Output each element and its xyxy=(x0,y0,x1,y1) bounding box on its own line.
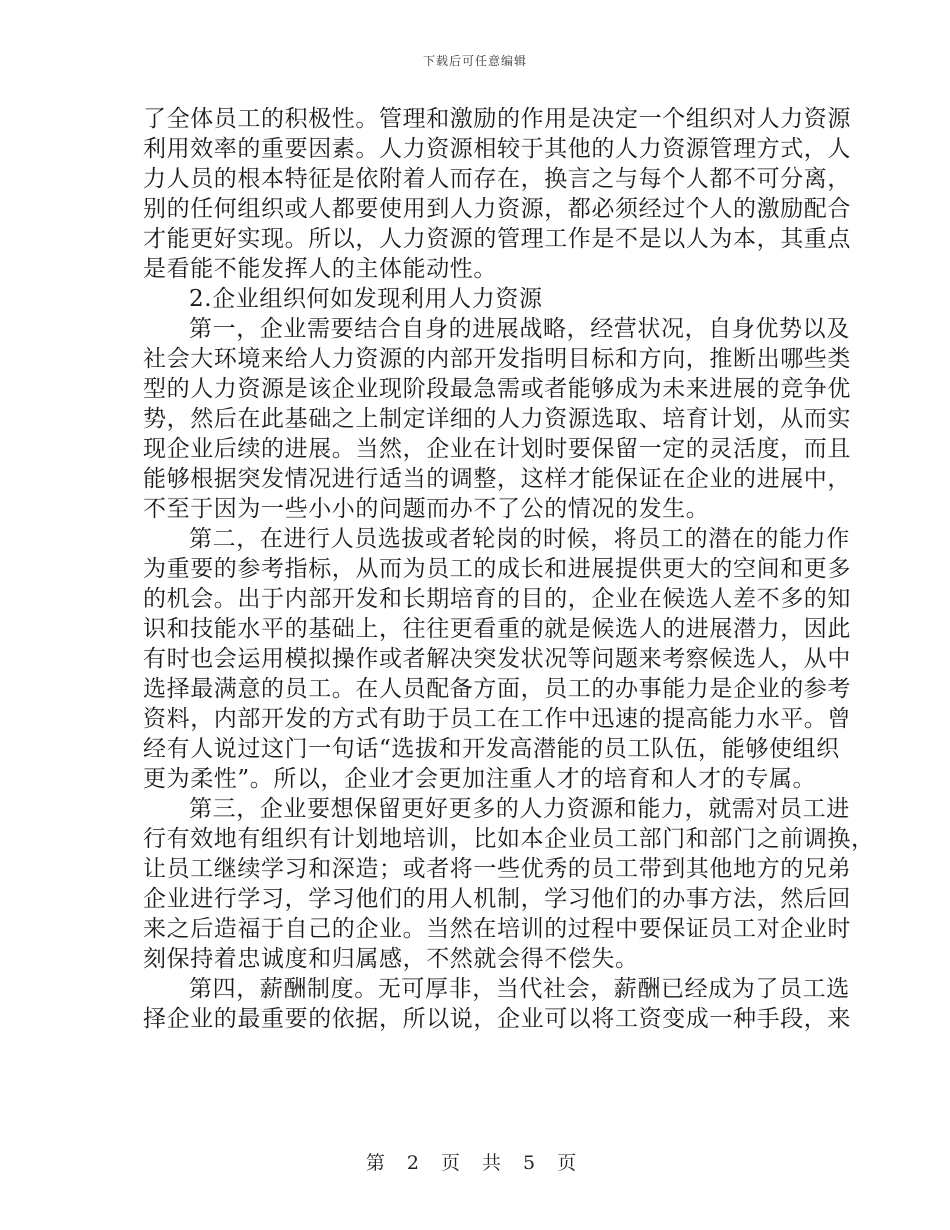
text-line: 资料，内部开发的方式有助于员工在工作中迅速的提高能力水平。曾 xyxy=(143,706,851,732)
text-line: 力人员的根本特征是依附着人而存在，换言之与每个人都不可分离， xyxy=(143,166,851,192)
text-line: 让员工继续学习和深造；或者将一些优秀的员工带到其他地方的兄弟 xyxy=(143,856,851,882)
text-line: 有时也会运用模拟操作或者解决突发状况等问题来考察候选人，从中 xyxy=(143,646,851,672)
text-line: 为重要的参考指标，从而为员工的成长和进展提供更大的空间和更多 xyxy=(143,556,851,582)
document-body xyxy=(143,104,875,1034)
paragraph-start: 第三，企业要想保留更好更多的人力资源和能力，就需对员工进 xyxy=(189,796,850,822)
section-heading: 2.企业组织何如发现利用人力资源 xyxy=(189,286,543,312)
text-line: 企业进行学习，学习他们的用人机制，学习他们的办事方法，然后回 xyxy=(143,886,851,912)
text-line: 别的任何组织或人都要使用到人力资源，都必须经过个人的激励配合 xyxy=(143,196,851,222)
text-line: 型的人力资源是该企业现阶段最急需或者能够成为未来进展的竞争优 xyxy=(143,376,851,402)
text-line: 现企业后续的进展。当然，企业在计划时要保留一定的灵活度，而且 xyxy=(143,436,851,462)
paragraph-start: 第一，企业需要结合自身的进展战略，经营状况，自身优势以及 xyxy=(189,316,850,342)
text-line: 经有人说过这门一句话“选拔和开发高潜能的员工队伍，能够使组织 xyxy=(143,736,840,762)
text-line: 选择最满意的员工。在人员配备方面，员工的办事能力是企业的参考 xyxy=(143,676,851,702)
text-line: 利用效率的重要因素。人力资源相较于其他的人力资源管理方式，人 xyxy=(143,136,851,162)
text-line: 社会大环境来给人力资源的内部开发指明目标和方向，推断出哪些类 xyxy=(143,346,851,372)
page-number-footer: 第 2 页 共 5 页 xyxy=(365,1152,585,1174)
text-line: 来之后造福于自己的企业。当然在培训的过程中要保证员工对企业时 xyxy=(143,916,851,942)
text-line: 择企业的最重要的依据，所以说，企业可以将工资变成一种手段，来 xyxy=(143,1006,851,1032)
text-line: 更为柔性”。所以，企业才会更加注重人才的培育和人才的专属。 xyxy=(143,766,817,792)
page-header: 下载后可任意编辑 xyxy=(422,54,527,68)
text-line: 不至于因为一些小小的问题而办不了公的情况的发生。 xyxy=(143,496,710,522)
text-line: 了全体员工的积极性。管理和激励的作用是决定一个组织对人力资源 xyxy=(143,106,851,132)
text-line: 势，然后在此基础之上制定详细的人力资源选取、培育计划，从而实 xyxy=(143,406,851,432)
text-line: 行有效地有组织有计划地培训，比如本企业员工部门和部门之前调换， xyxy=(143,826,875,852)
text-line: 才能更好实现。所以，人力资源的管理工作是不是以人为本，其重点 xyxy=(143,226,851,252)
text-line: 的机会。出于内部开发和长期培育的目的，企业在候选人差不多的知 xyxy=(143,586,851,612)
text-line: 识和技能水平的基础上，往往更看重的就是候选人的进展潜力，因此 xyxy=(143,616,851,642)
text-line: 刻保持着忠诚度和归属感，不然就会得不偿失。 xyxy=(143,946,639,972)
paragraph-start: 第四，薪酬制度。无可厚非，当代社会，薪酬已经成为了员工选 xyxy=(189,976,850,1002)
text-line: 能够根据突发情况进行适当的调整，这样才能保证在企业的进展中， xyxy=(143,466,851,492)
paragraph-start: 第二，在进行人员选拔或者轮岗的时候，将员工的潜在的能力作 xyxy=(189,526,850,552)
text-line: 是看能不能发挥人的主体能动性。 xyxy=(143,256,497,282)
